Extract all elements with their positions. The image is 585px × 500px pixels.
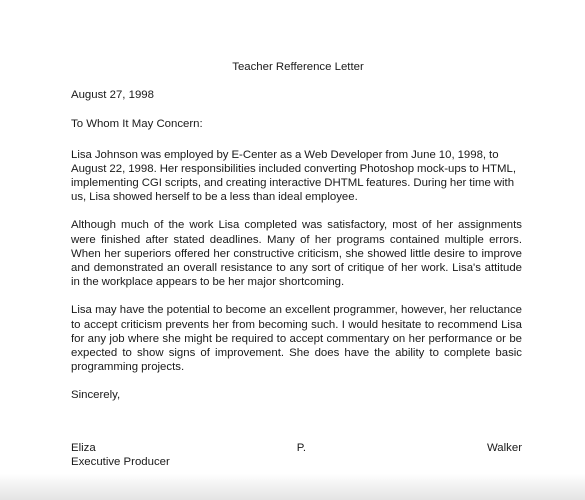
paragraph-employment: Lisa Johnson was employed by E-Center as a Web Developer from June 10, 1998, to August 22, 1998. Her responsibilities included converting Photoshop mock-ups to HTML, implementing CGI scripts, and creating interactive DHTML features. During her time with us, Lisa showed herself to be a less than ideal employee. <box>71 148 517 204</box>
letter-salutation: To Whom It May Concern: <box>71 118 203 131</box>
signature-first-name: Eliza <box>71 441 96 454</box>
letter-title: Teacher Refference Letter <box>232 61 364 73</box>
signature-middle-initial: P. <box>296 441 306 454</box>
letter-date: August 27, 1998 <box>71 89 154 102</box>
signature-title: Executive Producer <box>71 455 170 468</box>
letter-closing: Sincerely, <box>71 389 121 402</box>
page-bottom-shadow <box>0 474 585 500</box>
signature-name <box>71 441 522 455</box>
paragraph-recommendation: Lisa may have the potential to become an excellent programmer, however, her reluctance to accept criticism prevents her from becoming such. I would hesitate to recommend Lisa for any job where she might be required to accept commentary on her performance or be expected to show signs of improvement. She does have the ability to complete basic programming projects. <box>71 304 522 374</box>
letter-body <box>71 60 522 469</box>
paragraph-performance: Although much of the work Lisa completed was satisfactory, most of her assignments were finished after stated deadlines. Many of her programs contained multiple errors. When her superiors offered her constructive criticism, she showed little desire to improve and demonstrated an overall resistance to any sort of critique of her work. Lisa's attitude in the workplace appears to be her major shortcoming. <box>71 219 522 289</box>
signature-last-name: Walker <box>486 441 522 454</box>
